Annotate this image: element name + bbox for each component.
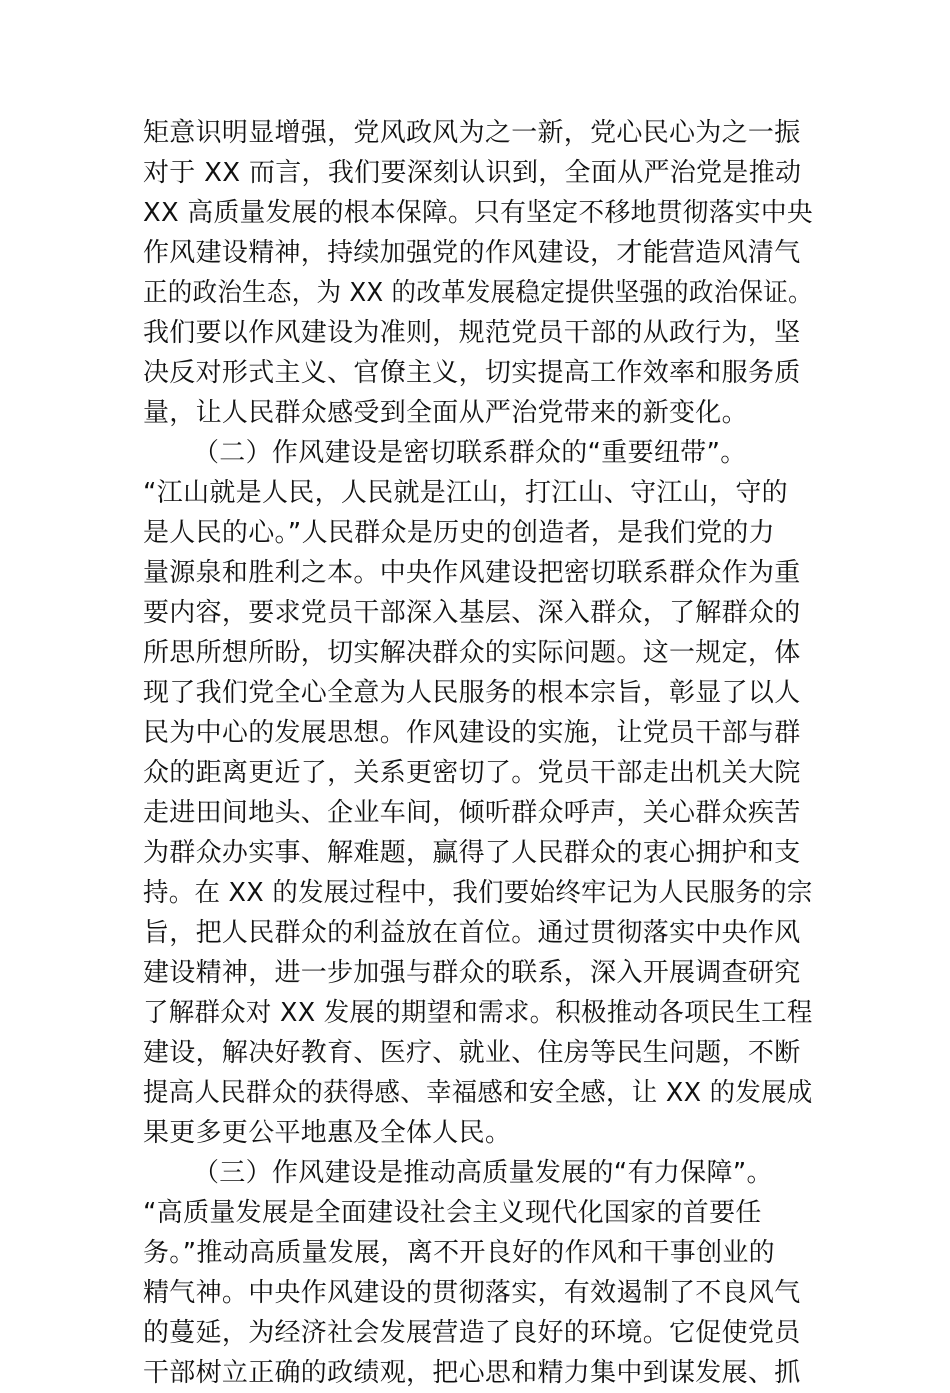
text-line: 走进田间地头、企业车间，倾听群众呼声，关心群众疾苦: [143, 798, 801, 828]
text-line: 务。”推动高质量发展，离不开良好的作风和干事创业的: [143, 1238, 775, 1268]
text-line: 持。在 XX 的发展过程中，我们要始终牢记为人民服务的宗: [143, 878, 813, 908]
text-line: 正的政治生态，为 XX 的改革发展稳定提供坚强的政治保证。: [143, 278, 813, 308]
body-text: [143, 113, 813, 1393]
section-heading-line: （二）作风建设是密切联系群众的“重要纽带”。: [193, 438, 747, 468]
text-line: 对于 XX 而言，我们要深刻认识到，全面从严治党是推动: [143, 158, 802, 188]
text-line: 我们要以作风建设为准则，规范党员干部的从政行为，坚: [143, 318, 801, 348]
text-line: 是人民的心。”人民群众是历史的创造者，是我们党的力: [143, 518, 775, 548]
text-line: 建设精神，进一步加强与群众的联系，深入开展调查研究: [143, 958, 801, 988]
text-line: 精气神。中央作风建设的贯彻落实，有效遏制了不良风气: [143, 1278, 801, 1308]
text-line: “江山就是人民，人民就是江山，打江山、守江山，守的: [143, 478, 788, 508]
text-line: 所思所想所盼，切实解决群众的实际问题。这一规定，体: [143, 638, 801, 668]
text-line: 果更多更公平地惠及全体人民。: [143, 1118, 512, 1148]
text-line: 量，让人民群众感受到全面从严治党带来的新变化。: [143, 398, 748, 428]
text-line: 现了我们党全心全意为人民服务的根本宗旨，彰显了以人: [143, 678, 801, 708]
text-line: XX 高质量发展的根本保障。只有坚定不移地贯彻落实中央: [143, 198, 813, 228]
text-line: “高质量发展是全面建设社会主义现代化国家的首要任: [143, 1198, 762, 1228]
text-line: 矩意识明显增强，党风政风为之一新，党心民心为之一振: [143, 118, 801, 148]
text-line: 提高人民群众的获得感、幸福感和安全感，让 XX 的发展成: [143, 1078, 813, 1108]
section-heading-line: （三）作风建设是推动高质量发展的“有力保障”。: [193, 1158, 773, 1188]
text-line: 的蔓延，为经济社会发展营造了良好的环境。它促使党员: [143, 1318, 801, 1348]
text-line: 民为中心的发展思想。作风建设的实施，让党员干部与群: [143, 718, 801, 748]
text-line: 干部树立正确的政绩观，把心思和精力集中到谋发展、抓: [143, 1358, 801, 1388]
text-line: 要内容，要求党员干部深入基层、深入群众，了解群众的: [143, 598, 801, 628]
text-line: 建设，解决好教育、医疗、就业、住房等民生问题，不断: [143, 1038, 801, 1068]
text-line: 了解群众对 XX 发展的期望和需求。积极推动各项民生工程: [143, 998, 813, 1028]
text-line: 众的距离更近了，关系更密切了。党员干部走出机关大院: [143, 758, 801, 788]
text-line: 作风建设精神，持续加强党的作风建设，才能营造风清气: [143, 238, 801, 268]
text-line: 旨，把人民群众的利益放在首位。通过贯彻落实中央作风: [143, 918, 801, 948]
text-line: 为群众办实事、解难题，赢得了人民群众的衷心拥护和支: [143, 838, 801, 868]
text-line: 量源泉和胜利之本。中央作风建设把密切联系群众作为重: [143, 558, 801, 588]
text-line: 决反对形式主义、官僚主义，切实提高工作效率和服务质: [143, 358, 801, 388]
